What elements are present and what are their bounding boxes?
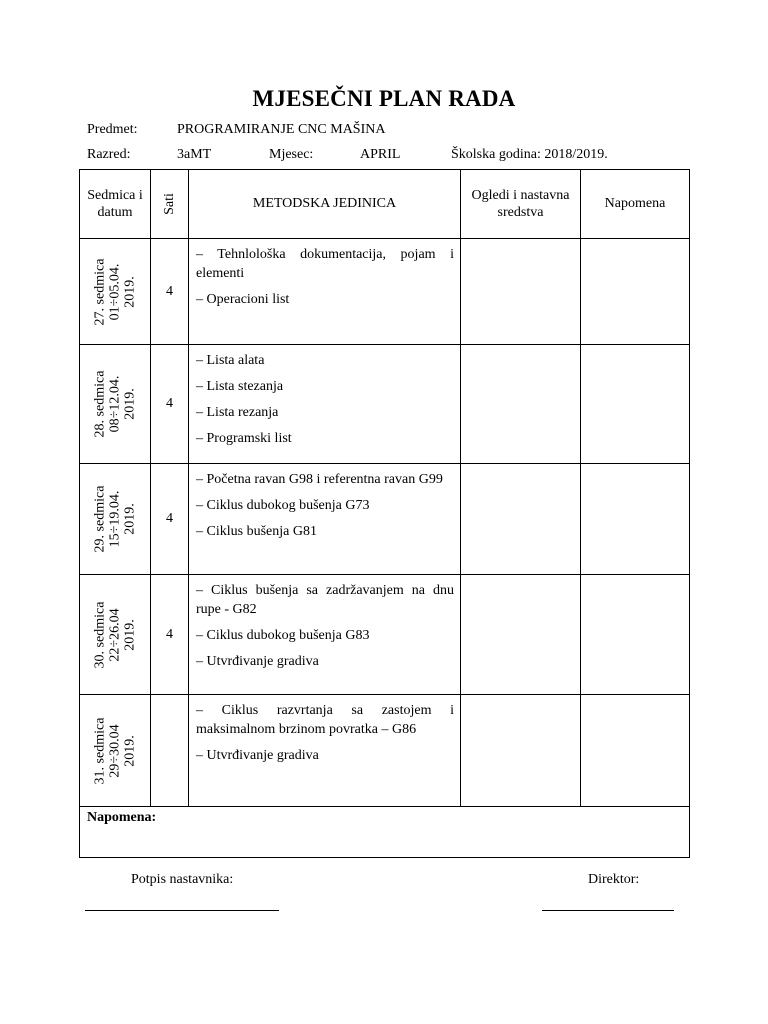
note-cell xyxy=(581,695,690,807)
week-label-line: 2019. xyxy=(122,503,138,535)
razred-label: Razred: xyxy=(87,147,131,162)
resources-cell xyxy=(461,695,581,807)
plan-table xyxy=(79,169,690,858)
topic-item: – Lista rezanja xyxy=(196,405,279,420)
note-cell xyxy=(581,345,690,464)
header-unit: METODSKA JEDINICA xyxy=(189,170,461,239)
week-label-line: 29÷30.04 xyxy=(107,723,123,778)
topic-item: – Lista alata xyxy=(196,353,265,368)
week-label-line: 2019. xyxy=(122,388,138,420)
note-cell xyxy=(581,239,690,345)
resources-cell xyxy=(461,575,581,695)
table-row xyxy=(80,239,690,345)
teacher-signature-line xyxy=(85,910,279,911)
header-resources: Ogledi i nastavna sredstva xyxy=(461,170,581,239)
table-header-row xyxy=(80,170,690,239)
topics-cell xyxy=(189,345,461,464)
school-year: Školska godina: 2018/2019. xyxy=(451,147,608,162)
week-label-line: 15÷19.04. xyxy=(107,490,123,548)
topic-item: – Ciklus bušenja G81 xyxy=(196,524,317,539)
week-label-line: 29. sedmica xyxy=(92,485,108,553)
mjesec-value: APRIL xyxy=(360,147,401,162)
week-cell xyxy=(80,345,151,464)
teacher-signature-label: Potpis nastavnika: xyxy=(131,872,234,887)
week-label xyxy=(93,486,138,553)
header-hours-label: Sati xyxy=(161,193,177,215)
topic-item: – Ciklus dubokog bušenja G73 xyxy=(196,498,370,513)
week-label-line: 2019. xyxy=(122,618,138,651)
topic-item: – Ciklus razvrtanja sa zastojem i maksimalnom brzinom povratka – G86 xyxy=(196,703,454,737)
hours-cell xyxy=(151,695,189,807)
week-cell xyxy=(80,239,151,345)
week-label-line: 31. sedmica xyxy=(92,717,108,784)
footer-note-row xyxy=(80,807,690,858)
topics-cell xyxy=(189,575,461,695)
week-label-line: 2019. xyxy=(122,275,138,308)
topics-cell xyxy=(189,464,461,575)
table-row xyxy=(80,575,690,695)
note-cell xyxy=(581,464,690,575)
week-label xyxy=(93,601,138,668)
predmet-value: PROGRAMIRANJE CNC MAŠINA xyxy=(177,122,386,137)
week-label xyxy=(93,371,138,438)
table-row xyxy=(80,695,690,807)
week-label-line: 30. sedmica xyxy=(92,601,108,668)
resources-cell xyxy=(461,464,581,575)
week-label xyxy=(93,717,138,784)
topic-item: – Utvrđivanje gradiva xyxy=(196,654,319,669)
razred-value: 3aMT xyxy=(177,147,212,162)
header-week: Sedmica i datum xyxy=(80,170,151,239)
resources-cell xyxy=(461,345,581,464)
topics-cell xyxy=(189,239,461,345)
week-cell xyxy=(80,575,151,695)
table-row xyxy=(80,464,690,575)
topic-item: – Ciklus bušenja sa zadržavanjem na dnu rupe - G82 xyxy=(196,583,454,617)
hours-cell: 4 xyxy=(151,239,189,345)
topic-item: – Lista stezanja xyxy=(196,379,284,394)
week-label-line: 01÷05.04. xyxy=(107,263,123,320)
topic-item: – Programski list xyxy=(196,431,292,446)
week-cell xyxy=(80,464,151,575)
topic-item: – Operacioni list xyxy=(196,292,290,307)
week-label-line: 28. sedmica xyxy=(92,370,108,438)
topic-item: – Utvrđivanje gradiva xyxy=(196,748,319,763)
note-cell xyxy=(581,575,690,695)
week-label xyxy=(93,258,138,325)
topics-cell xyxy=(189,695,461,807)
hours-cell: 4 xyxy=(151,575,189,695)
week-label-line: 22÷26.04 xyxy=(107,607,123,662)
page-title: MJESEČNI PLAN RADA xyxy=(252,86,516,111)
week-cell xyxy=(80,695,151,807)
week-label-line: 2019. xyxy=(122,734,138,767)
director-signature-label: Direktor: xyxy=(588,872,640,887)
table-row xyxy=(80,345,690,464)
header-hours xyxy=(151,170,189,239)
footer-note-label: Napomena: xyxy=(80,807,690,858)
predmet-label: Predmet: xyxy=(87,122,138,137)
week-label-line: 08÷12.04. xyxy=(107,375,123,433)
week-label-line: 27. sedmica xyxy=(92,258,108,325)
hours-cell: 4 xyxy=(151,345,189,464)
topic-item: – Početna ravan G98 i referentna ravan G99 xyxy=(196,472,443,487)
hours-cell: 4 xyxy=(151,464,189,575)
topic-item: – Tehnlološka dokumentacija, pojam i elementi xyxy=(196,247,454,281)
mjesec-label: Mjesec: xyxy=(269,147,314,162)
resources-cell xyxy=(461,239,581,345)
director-signature-line xyxy=(542,910,674,911)
topic-item: – Ciklus dubokog bušenja G83 xyxy=(196,628,370,643)
header-note: Napomena xyxy=(581,170,690,239)
